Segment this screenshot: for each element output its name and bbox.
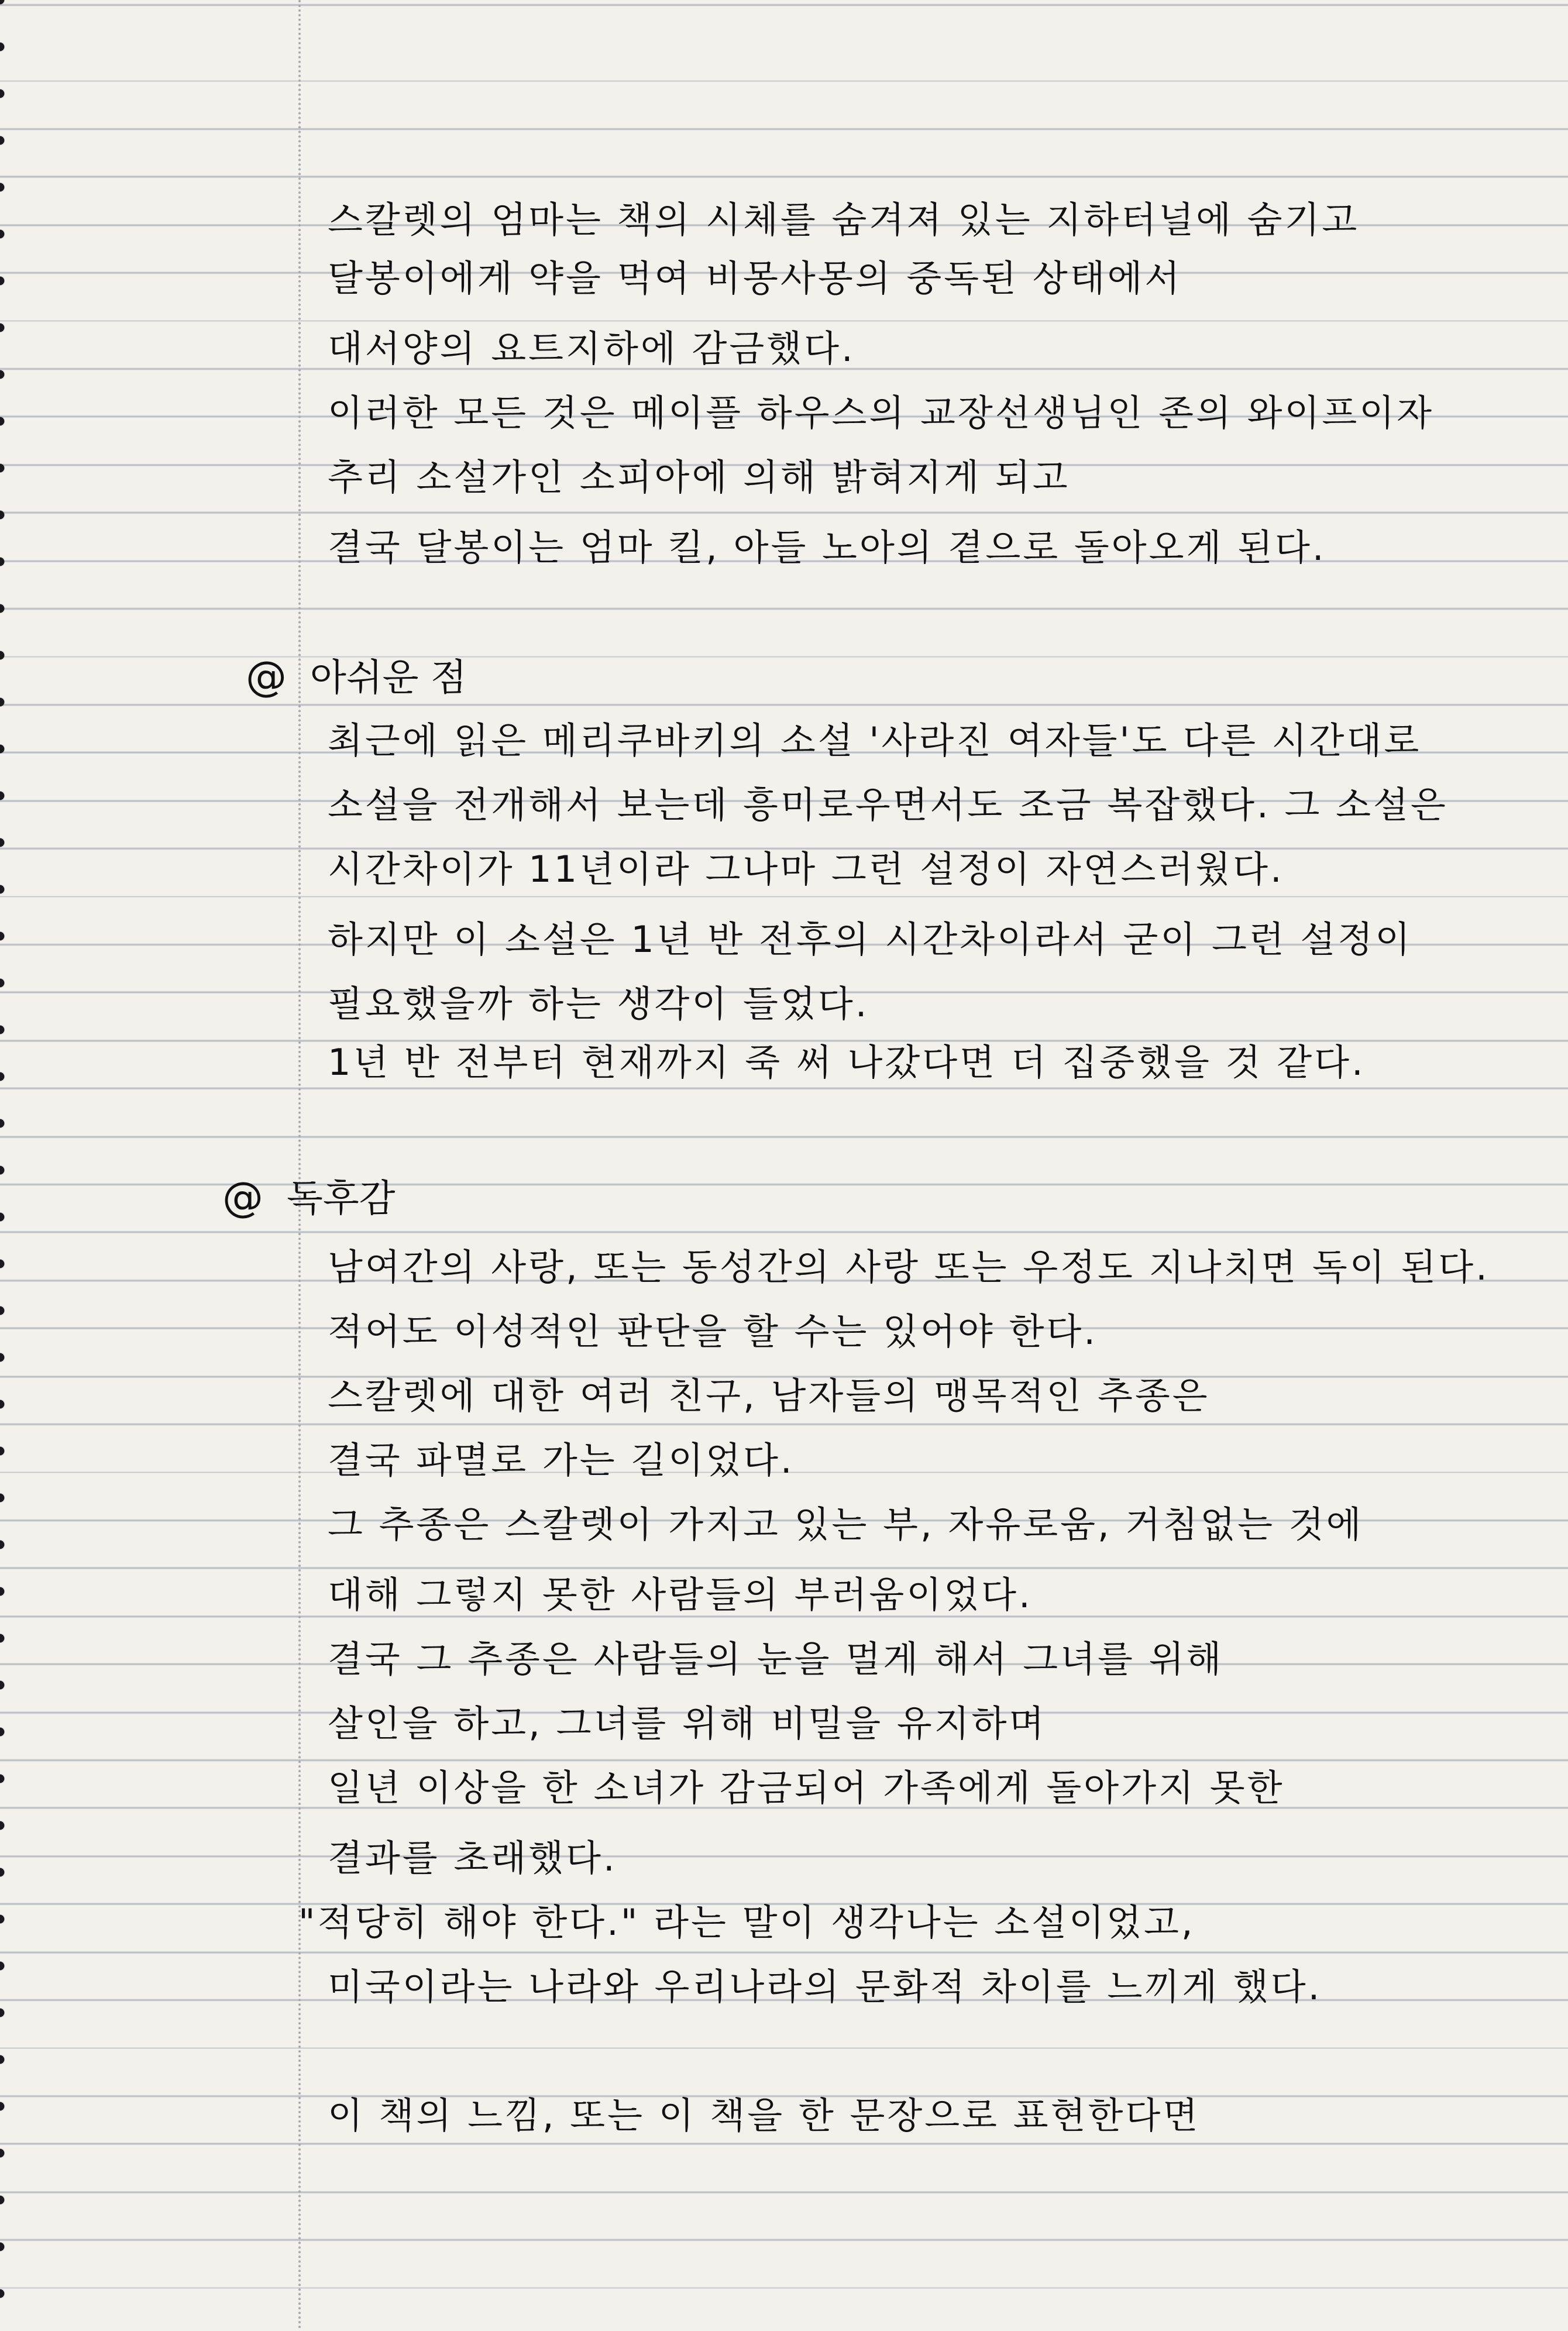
regret-line: 1년 반 전부터 현재까지 죽 써 나갔다면 더 집중했을 것 같다. <box>328 1041 1366 1084</box>
review-line: 결과를 초래했다. <box>328 1837 617 1879</box>
margin-line <box>298 0 301 2331</box>
review-line: 스칼렛에 대한 여러 친구, 남자들의 맹목적인 추종은 <box>328 1374 1210 1417</box>
review-line: 일년 이상을 한 소녀가 감금되어 가족에게 돌아가지 못한 <box>328 1766 1285 1809</box>
regret-line: 필요했을까 하는 생각이 들었다. <box>328 982 869 1025</box>
review-line: 남여간의 사랑, 또는 동성간의 사랑 또는 우정도 지나치면 독이 된다. <box>328 1246 1490 1288</box>
regret-heading <box>246 653 467 702</box>
summary-line: 대서양의 요트지하에 감금했다. <box>328 327 855 370</box>
review-line: 살인을 하고, 그녀를 위해 비밀을 유지하며 <box>328 1702 1047 1745</box>
review-line: 대해 그렇지 못한 사람들의 부러움이었다. <box>328 1573 1033 1616</box>
review-title: 독후감 <box>287 1177 396 1220</box>
closing-line: 이 책의 느낌, 또는 이 책을 한 문장으로 표현한다면 <box>328 2094 1201 2137</box>
summary-line: 스칼렛의 엄마는 책의 시체를 숨겨져 있는 지하터널에 숨기고 <box>328 198 1360 241</box>
review-heading <box>222 1174 395 1222</box>
spiral-binding <box>0 0 11 2331</box>
review-line: 결국 파멸로 가는 길이었다. <box>328 1439 795 1481</box>
review-line: 미국이라는 나라와 우리나라의 문화적 차이를 느끼게 했다. <box>328 1965 1322 2008</box>
review-line: 그 추종은 스칼렛이 가지고 있는 부, 자유로움, 거침없는 것에 <box>328 1503 1364 1546</box>
review-line: 결국 그 추종은 사람들의 눈을 멀게 해서 그녀를 위해 <box>328 1638 1224 1680</box>
section-marker: @ <box>222 1173 263 1221</box>
section-marker: @ <box>246 652 287 700</box>
summary-line: 달봉이에게 약을 먹여 비몽사몽의 중독된 상태에서 <box>328 257 1182 300</box>
review-line: "적당히 해야 한다." 라는 말이 생각나는 소설이었고, <box>298 1901 1195 1944</box>
review-line: 적어도 이성적인 판단을 할 수는 있어야 한다. <box>328 1310 1098 1353</box>
regret-line: 최근에 읽은 메리쿠바키의 소설 '사라진 여자들'도 다른 시간대로 <box>328 719 1422 762</box>
summary-line: 이러한 모든 것은 메이플 하우스의 교장선생님인 존의 와이프이자 <box>328 391 1435 434</box>
regret-line: 시간차이가 11년이라 그나마 그런 설정이 자연스러웠다. <box>328 848 1284 891</box>
summary-line: 추리 소설가인 소피아에 의해 밝혀지게 되고 <box>328 456 1070 498</box>
regret-title: 아쉬운 점 <box>310 656 467 700</box>
summary-line: 결국 달봉이는 엄마 킬, 아들 노아의 곁으로 돌아오게 된다. <box>328 526 1326 569</box>
regret-line: 소설을 전개해서 보는데 흥미로우면서도 조금 복잡했다. 그 소설은 <box>328 783 1448 826</box>
regret-line: 하지만 이 소설은 1년 반 전후의 시간차이라서 굳이 그런 설정이 <box>328 918 1413 961</box>
